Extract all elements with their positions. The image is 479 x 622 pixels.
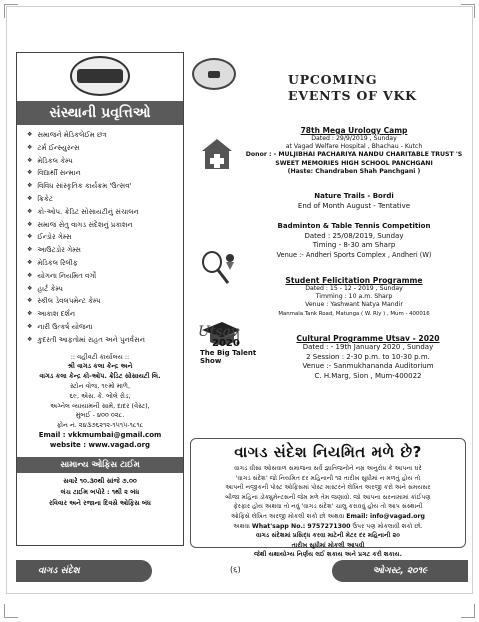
- list-item: [27, 295, 177, 308]
- office-org-line: વાગડ કલા કેન્દ્ર કો-ઓપ. ક્રેડિટ સોસાયટી લિ.: [39, 372, 161, 381]
- timing-line: રવિવાર અને રજાના દિવસે ઓફિસ બંધ: [49, 498, 151, 507]
- notice-line: 'વાગડ સંદેશ' જો નિયમિત દર મહિનાની ૧૨ તારીખ સુધીમાં ન મળતું હોય તો: [235, 474, 421, 482]
- event-nature-trails: [245, 192, 463, 211]
- vkk-logo-band: [208, 71, 220, 78]
- event-title: Nature Trails - Bordi: [314, 192, 394, 200]
- logo-area: [17, 53, 183, 99]
- bullet-icon: ❖: [27, 258, 33, 266]
- list-item: [27, 257, 177, 270]
- activity-label: સમાજ સેતુ વાગડ સંદેશનું પ્રકાશન: [37, 220, 133, 229]
- activity-label: હાર્ટ કેમ્પ: [37, 284, 63, 293]
- notice-body: [197, 464, 459, 560]
- event-line: 2 Session : 2-30 p.m. to 10-30 p.m.: [306, 352, 430, 361]
- utsav-year: 2020: [212, 338, 240, 349]
- upcoming-title-line: EVENTS OF VKK: [288, 88, 417, 103]
- activities-list: [17, 125, 183, 349]
- footer-issue-date: ઓગસ્ટ, ૨૦૧૯: [332, 560, 468, 582]
- utsav-word: Utsav: [198, 324, 239, 340]
- bullet-icon: ❖: [27, 207, 33, 215]
- bullet-icon: ❖: [27, 322, 33, 330]
- activity-label: વિવિધ સાંસ્કૃતિક કાર્યક્રમ 'ઉત્સવ': [37, 182, 132, 191]
- bullet-icon: ❖: [27, 156, 33, 164]
- bullet-icon: ❖: [27, 233, 33, 241]
- list-item: [27, 167, 177, 180]
- event-line: (Haste: Chandraben Shah Panchgani ): [287, 167, 421, 175]
- list-item: [27, 283, 177, 296]
- list-item: [27, 155, 177, 168]
- bullet-icon: ❖: [27, 220, 33, 228]
- activity-label: કો-ઓપ. ક્રેડિટ સોસાયટીનું સંચાલન: [37, 207, 139, 216]
- event-title: Student Felicitation Programme: [285, 276, 423, 285]
- notice-line: વાગડ વીસા ઓસવાળ સમાજના સર્વે જ્ઞાતિજનોને નમ્ર અનુરોધ કે આપના ઘરે: [234, 465, 422, 472]
- list-item: [27, 231, 177, 244]
- office-email[interactable]: Email : vkkmumbai@gmail.com: [38, 430, 162, 439]
- activity-label: ટર્મ ઈન્સ્યુરન્સ: [37, 143, 80, 152]
- activities-panel: [16, 52, 184, 546]
- utsav-logo: [198, 324, 268, 365]
- notice-text: અથવા: [233, 522, 252, 530]
- list-item: [27, 270, 177, 283]
- hospital-icon: [200, 137, 234, 171]
- event-line: C. H.Marg, Sion , Mum-400022: [314, 371, 422, 380]
- office-timing: [17, 473, 183, 512]
- event-cultural-programme: [272, 334, 464, 381]
- event-student-felicitation: [245, 276, 463, 318]
- vkk-logo: [70, 56, 130, 96]
- activity-label: ઈન્ડોર ગેમ્સ: [37, 233, 72, 242]
- badminton-icon: [198, 250, 238, 286]
- list-item: [27, 334, 177, 347]
- bullet-icon: ❖: [27, 335, 33, 343]
- activity-label: સમાજને મેડિકલેઈમ છત્ર: [37, 131, 107, 139]
- activity-label: યોગના નિયમિત વર્ગો: [37, 271, 97, 280]
- office-address: [17, 349, 183, 453]
- office-timing-title: સામાન્ય ઓફિસ ટાઈમ: [17, 457, 183, 473]
- bullet-icon: ❖: [27, 131, 33, 138]
- activities-title: સંસ્થાની પ્રવૃત્તિઓ: [17, 101, 183, 125]
- office-address-line: મુંબઈ - ૪૦૦ ૦૨૮.: [75, 411, 125, 420]
- event-line: End of Month August - Tentative: [297, 201, 411, 210]
- activity-label: વિદ્યાર્થી સન્માન: [37, 169, 81, 178]
- list-item: [27, 180, 177, 193]
- activity-label: સ્કીલ ડેવલપમેન્ટ કેમ્પ: [37, 297, 101, 306]
- notice-text: ઓફિસે લેખિત અરજી મોકલી શકો છો અથવા: [231, 512, 347, 520]
- activity-label: નારી ઉત્કર્ષ યોજના: [37, 322, 93, 331]
- upcoming-title-line: UPCOMING: [288, 72, 378, 87]
- event-title: Badminton & Table Tennis Competition: [277, 222, 431, 230]
- timing-line: સવારે ૧૦.૩૦થી સાંજે ૭.૦૦: [63, 476, 137, 485]
- activity-label: આકાશ દર્શન: [37, 310, 76, 319]
- event-line: Timming : 10 a.m. Sharp: [315, 293, 393, 301]
- notice-title: વાગડ સંદેશ નિયમિત મળે છે?: [234, 443, 422, 461]
- page-number: (૬): [230, 565, 241, 574]
- vkk-logo: [192, 58, 236, 90]
- office-address-line: ૬૯, એસ. કે. બોલે રોડ,: [69, 391, 131, 400]
- event-badminton: [245, 222, 463, 259]
- notice-line: આપની નજીકની પોસ્ટ ઓફિસમાં પોસ્ટ માસ્ટરને લેખિત અરજી કરો અને સમયસર: [225, 484, 431, 492]
- event-title: 78th Mega Urology Camp: [300, 126, 408, 135]
- list-item: [27, 193, 177, 206]
- notice-line: વાગડ સંદેશમાં પ્રસિદ્ધ કરવા માટેની મેટર દર મહિનાની ૨૦: [256, 532, 400, 540]
- event-line: at Vagad Welfare Hospital , Bhachau - Kutch: [285, 143, 423, 151]
- bullet-icon: ❖: [27, 143, 33, 151]
- vkk-logo-inner: [77, 69, 123, 83]
- activity-label: મેડિકલ કેમ્પ: [37, 156, 73, 165]
- event-line: Venue :- Andheri Sports Complex , Andheri (W): [276, 250, 432, 259]
- event-line: Dated : 29/9/2019 , Sunday: [311, 135, 397, 142]
- office-address-line: સ્ટોન વોજ, ૧૯મો માળે,: [69, 381, 131, 390]
- list-item: [27, 321, 177, 334]
- notice-email[interactable]: Email: info@vagad.org: [346, 512, 425, 520]
- office-org-line: શ્રી વાગડ કલા કેન્દ્ર અને: [67, 362, 133, 371]
- event-urology: [245, 126, 463, 176]
- bullet-icon: ❖: [27, 297, 33, 305]
- notice-line: [197, 522, 459, 532]
- bullet-icon: ❖: [27, 271, 33, 279]
- notice-line: જેથી યથાયોગ્ય નિર્ણય લઈ શકાય અને પ્રગટ કરી શકાય.: [254, 551, 402, 559]
- event-line: Venue :- Sanmukhananda Auditorium: [302, 362, 434, 371]
- bullet-icon: ❖: [27, 182, 33, 190]
- crop-mark: [461, 604, 475, 618]
- event-line: Manmala Tank Road, Matunga ( W. Rly ) , Mum - 400016: [278, 310, 430, 317]
- list-item: [27, 308, 177, 321]
- event-line: Dated : - 19th January 2020 , Sunday: [302, 343, 434, 351]
- activity-label: ક્રિકેટ: [37, 194, 53, 203]
- notice-whatsapp[interactable]: What'sapp No.: 9757271300: [251, 522, 351, 530]
- crop-mark: [4, 4, 18, 18]
- notice-box: [190, 438, 466, 559]
- event-line: Donor : - MULJIBHAI PACHARIYA NANDU CHARITABLE TRUST 'S: [245, 151, 463, 159]
- office-heading: :: વહીવટી કાર્યાલય ::: [70, 352, 130, 361]
- notice-line: બીજા મહિના ડોક્યુમેન્ટસની જેમ મળે તેમ જણાવો. જો આપના સરનામામાં કાંઈપણ: [225, 493, 431, 501]
- bullet-icon: ❖: [27, 310, 33, 318]
- upcoming-title: [288, 72, 417, 104]
- list-item: [27, 129, 177, 142]
- bullet-icon: ❖: [27, 169, 33, 177]
- list-item: [27, 244, 177, 257]
- notice-line: ફેરફાર હોય અથવા તો નવું 'વાગડ સંદેશ' ચાલુ કરાવવું હોય તો આપ સંસ્થાની: [233, 503, 423, 511]
- event-line: Dated : 15 - 12 - 2019 , Sunday: [305, 285, 403, 292]
- office-address-line: અગ્નેલ વ્યાયામની સામે, દાદર (વેસ્ટ),: [50, 401, 150, 410]
- bullet-icon: ❖: [27, 194, 33, 202]
- event-line: SWEET MEMORIES HIGH SCHOOL PANCHGANI: [275, 159, 433, 167]
- activity-label: મેડિકલ રિલીફ: [37, 258, 78, 267]
- activity-label: આઉટડોર ગેમ્સ: [37, 246, 81, 255]
- page-footer: [16, 560, 468, 582]
- crop-mark: [461, 4, 475, 18]
- timing-line: લંચ ટાઈમ બપોરે : ૧થી ૨ બંધ: [60, 487, 140, 496]
- office-website[interactable]: website : www.vagad.org: [49, 440, 151, 449]
- list-item: [27, 142, 177, 155]
- event-line: Venue : Yashwant Natya Mandir: [305, 301, 403, 309]
- bullet-icon: ❖: [27, 246, 33, 254]
- list-item: [27, 206, 177, 219]
- bullet-icon: ❖: [27, 284, 33, 292]
- notice-line: તારીખ સુધીમાં મોકલી આપવી: [291, 541, 365, 549]
- event-line: Timing - 8-30 am Sharp: [312, 241, 396, 250]
- activity-label: કુદરતી આફતોમાં રાહત અને પુનર્વસન: [37, 335, 145, 344]
- office-phone: ફોન નં. ૨૪૩૭૬૨૧૨-૧૫૧૫-૧૮૧૮: [56, 421, 144, 430]
- footer-publication: વાગડ સંદેશ: [16, 560, 152, 582]
- notice-line: [197, 512, 459, 522]
- notice-text: ઉપર પણ મોકલાવી શકો છો.: [350, 522, 423, 530]
- event-title: Cultural Programme Utsav - 2020: [296, 334, 440, 343]
- crop-mark: [4, 604, 18, 618]
- utsav-tagline: The Big Talent Show: [200, 349, 257, 365]
- event-line: Dated : 25/08/2019, Sunday: [304, 231, 404, 240]
- list-item: [27, 219, 177, 232]
